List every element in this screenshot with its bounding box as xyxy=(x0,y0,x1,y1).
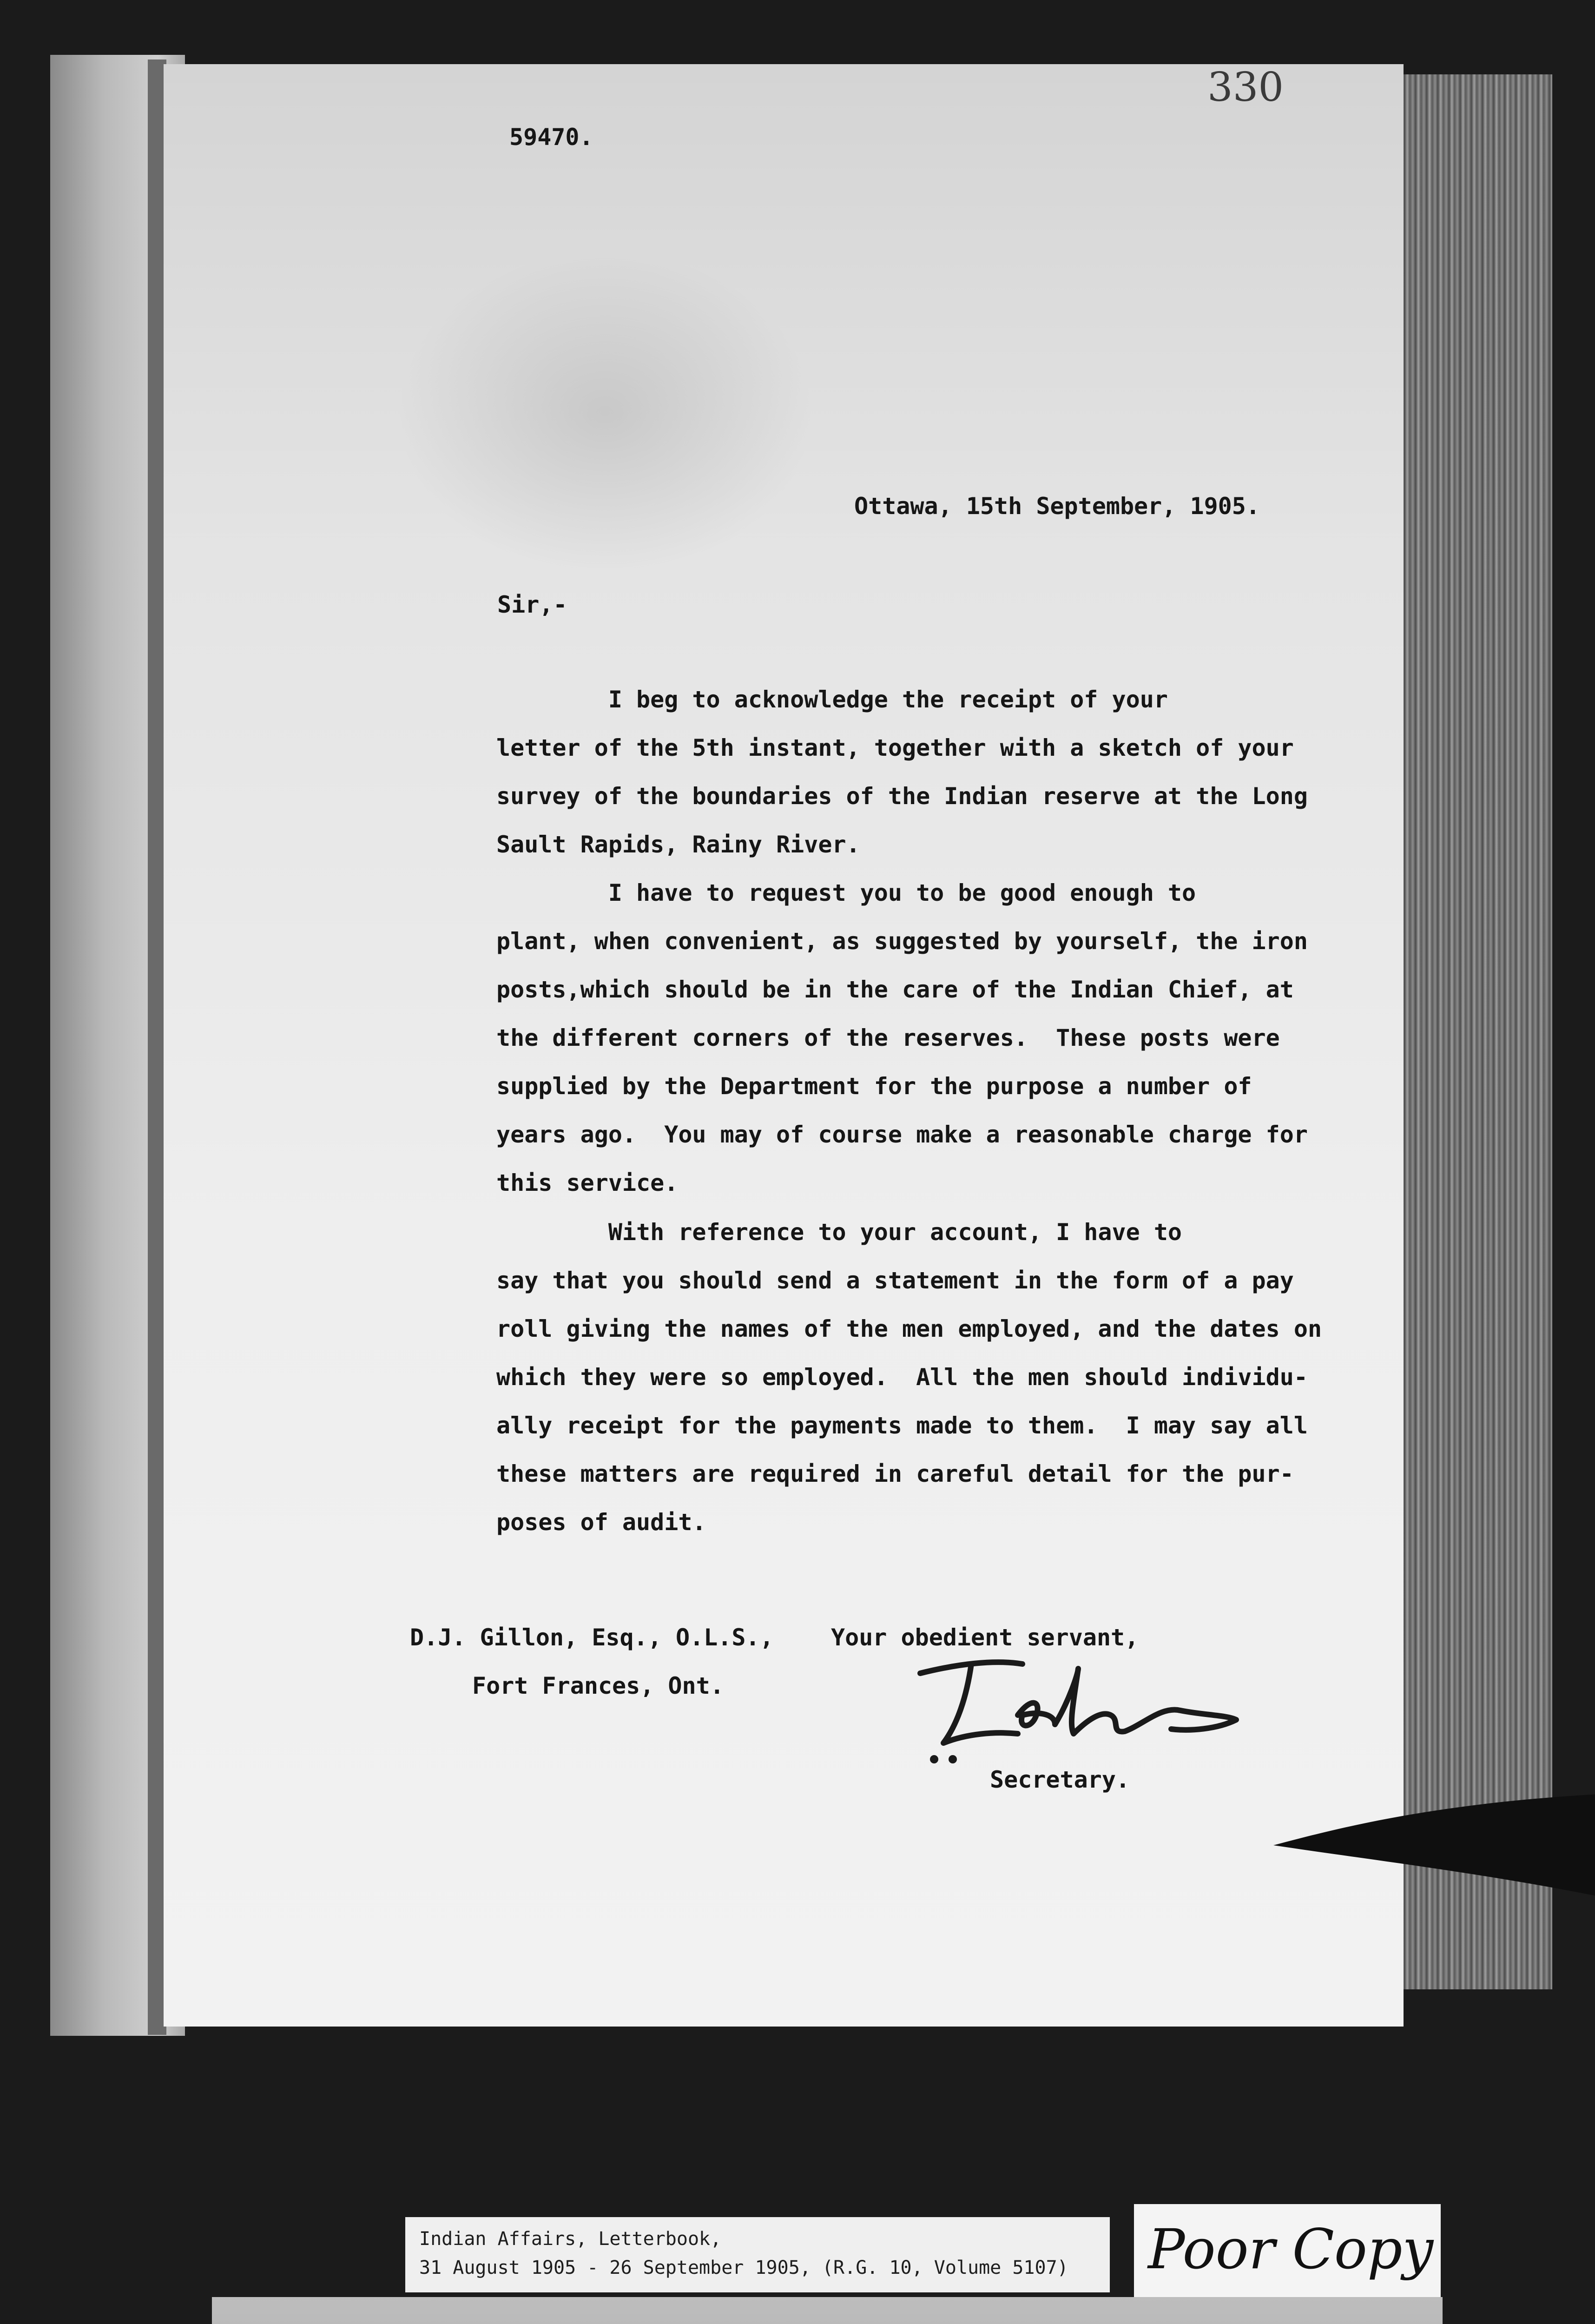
archive-label-line2: 31 August 1905 - 26 September 1905, (R.G. 10, Volume 5107) xyxy=(419,2257,1068,2278)
archives-stamp xyxy=(212,2297,1443,2324)
body-line: say that you should send a statement in the form of a pay xyxy=(496,1267,1294,1294)
closing: Your obedient servant, xyxy=(831,1624,1139,1651)
body-line: poses of audit. xyxy=(496,1509,706,1536)
dateline: Ottawa, 15th September, 1905. xyxy=(854,493,1260,520)
body-line: plant, when convenient, as suggested by yourself, the iron xyxy=(496,928,1308,955)
body-line: I have to request you to be good enough to xyxy=(496,879,1196,906)
archive-label-line1: Indian Affairs, Letterbook, xyxy=(419,2228,722,2250)
salutation: Sir,- xyxy=(497,591,567,618)
page-stain xyxy=(396,250,814,575)
body-line: this service. xyxy=(496,1169,679,1196)
reference-number: 59470. xyxy=(509,124,593,151)
body-line: which they were so employed. All the men should individu- xyxy=(496,1364,1308,1391)
pointer-shadow xyxy=(1273,1785,1595,1906)
quality-note: Poor Copy xyxy=(1148,2217,1434,2281)
body-line: these matters are required in careful detail for the pur- xyxy=(496,1460,1294,1487)
body-line: roll giving the names of the men employed, and the dates on xyxy=(496,1315,1322,1342)
body-line: I beg to acknowledge the receipt of your xyxy=(496,686,1168,713)
body-line: survey of the boundaries of the Indian reserve at the Long xyxy=(496,783,1308,810)
book-page-edges xyxy=(1399,74,1552,1989)
signatory-title: Secretary. xyxy=(990,1766,1130,1793)
body-line: With reference to your account, I have to xyxy=(496,1219,1182,1246)
body-line: years ago. You may of course make a reasonable charge for xyxy=(496,1121,1308,1148)
body-line: the different corners of the reserves. These posts were xyxy=(496,1024,1280,1051)
body-line: supplied by the Department for the purpose a number of xyxy=(496,1073,1252,1100)
body-line: posts,which should be in the care of the Indian Chief, at xyxy=(496,976,1294,1003)
archive-label xyxy=(405,2217,1110,2292)
addressee-name: D.J. Gillon, Esq., O.L.S., xyxy=(410,1624,774,1651)
handwritten-signature xyxy=(902,1645,1255,1766)
body-line: ally receipt for the payments made to them. I may say all xyxy=(496,1412,1308,1439)
folio-number: 330 xyxy=(1207,64,1284,111)
addressee-place: Fort Frances, Ont. xyxy=(472,1672,724,1699)
body-line: letter of the 5th instant, together with a sketch of your xyxy=(496,734,1294,761)
body-line: Sault Rapids, Rainy River. xyxy=(496,831,860,858)
